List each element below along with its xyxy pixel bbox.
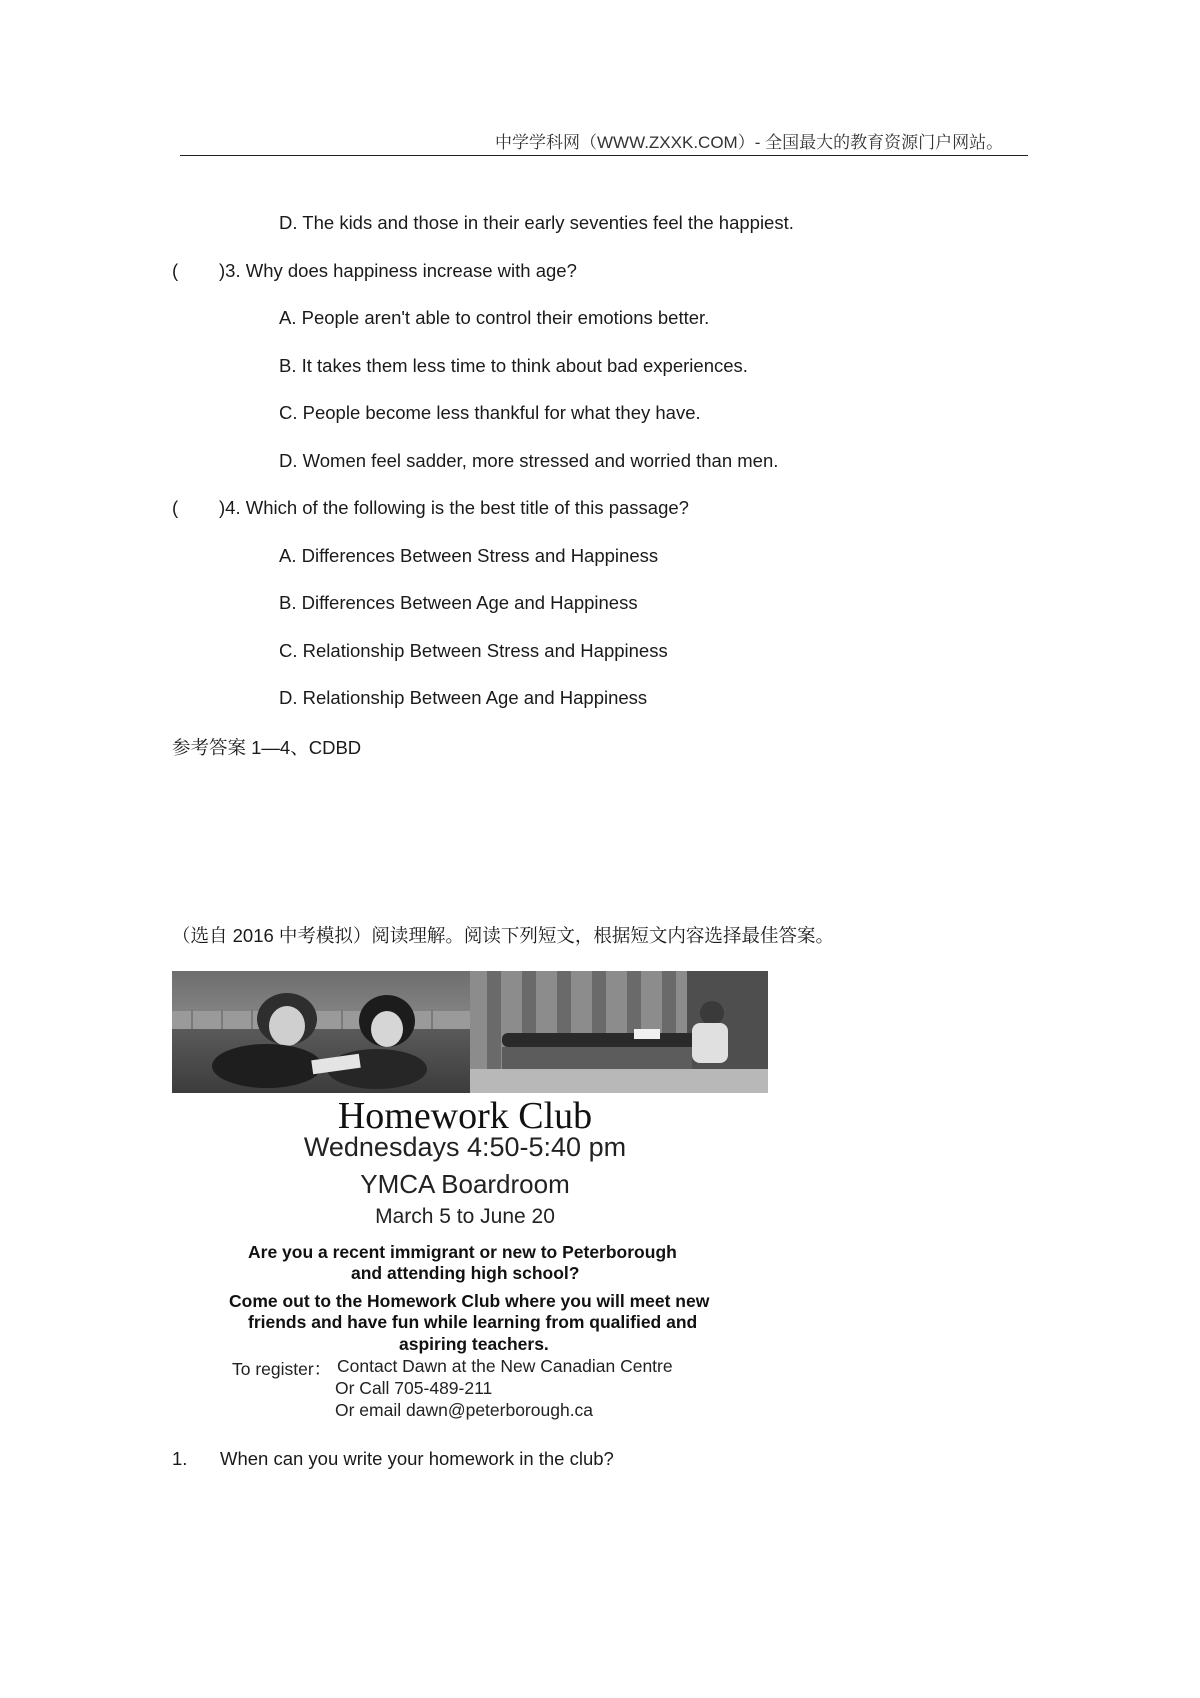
q4-stem: )4. Which of the following is the best title of this passage? (219, 497, 689, 518)
question1-number: 1. (172, 1448, 188, 1469)
poster-invite-line3: aspiring teachers. (399, 1334, 549, 1354)
answer-key: 参考答案 1—4、CDBD (172, 737, 362, 758)
q3-option-a: A. People aren't able to control their emotions better. (279, 307, 710, 328)
section-intro: （选自 2016 中考模拟）阅读理解。阅读下列短文，根据短文内容选择最佳答案。 (172, 925, 834, 946)
q3-option-b: B. It takes them less time to think about bad experiences. (279, 355, 748, 376)
poster-question-line2: and attending high school? (351, 1263, 580, 1283)
q4-option-c: C. Relationship Between Stress and Happiness (279, 640, 668, 661)
poster-register-contact: Contact Dawn at the New Canadian Centre (337, 1356, 673, 1376)
students-reading-image (172, 971, 768, 1093)
poster-time: Wednesdays 4:50-5:40 pm (303, 1132, 627, 1162)
q4-option-a: A. Differences Between Stress and Happiness (279, 545, 659, 566)
q3-option-c: C. People become less thankful for what they have. (279, 402, 701, 423)
q4-option-b: B. Differences Between Age and Happiness (279, 592, 638, 613)
poster-register-call: Or Call 705-489-211 (335, 1378, 493, 1398)
q3-option-d: D. Women feel sadder, more stressed and worried than men. (279, 450, 779, 471)
poster-dates: March 5 to June 20 (375, 1205, 555, 1228)
question1-text: When can you write your homework in the club? (220, 1448, 614, 1469)
poster-photo-students (172, 971, 768, 1093)
q4-option-d: D. Relationship Between Age and Happiness (279, 687, 648, 708)
poster-register-label: To register： (232, 1359, 332, 1379)
header-site-text: 中学学科网（WWW.ZXXK.COM）- 全国最大的教育资源门户网站。 (495, 133, 1004, 152)
q3-answer-paren: ( (172, 260, 179, 281)
poster-invite-line1: Come out to the Homework Club where you will meet new (229, 1291, 710, 1311)
poster-title: Homework Club (337, 1095, 593, 1137)
poster-invite-line2: friends and have fun while learning from qualified and (248, 1312, 698, 1332)
poster-place: YMCA Boardroom (360, 1169, 570, 1199)
header-rule (180, 155, 1028, 156)
q3-stem: )3. Why does happiness increase with age? (219, 260, 577, 281)
poster-register-email: Or email dawn@peterborough.ca (335, 1400, 594, 1420)
q2-option-d: D. The kids and those in their early seventies feel the happiest. (279, 212, 794, 233)
q4-answer-paren: ( (172, 497, 179, 518)
poster-question-line1: Are you a recent immigrant or new to Peterborough (248, 1242, 677, 1262)
